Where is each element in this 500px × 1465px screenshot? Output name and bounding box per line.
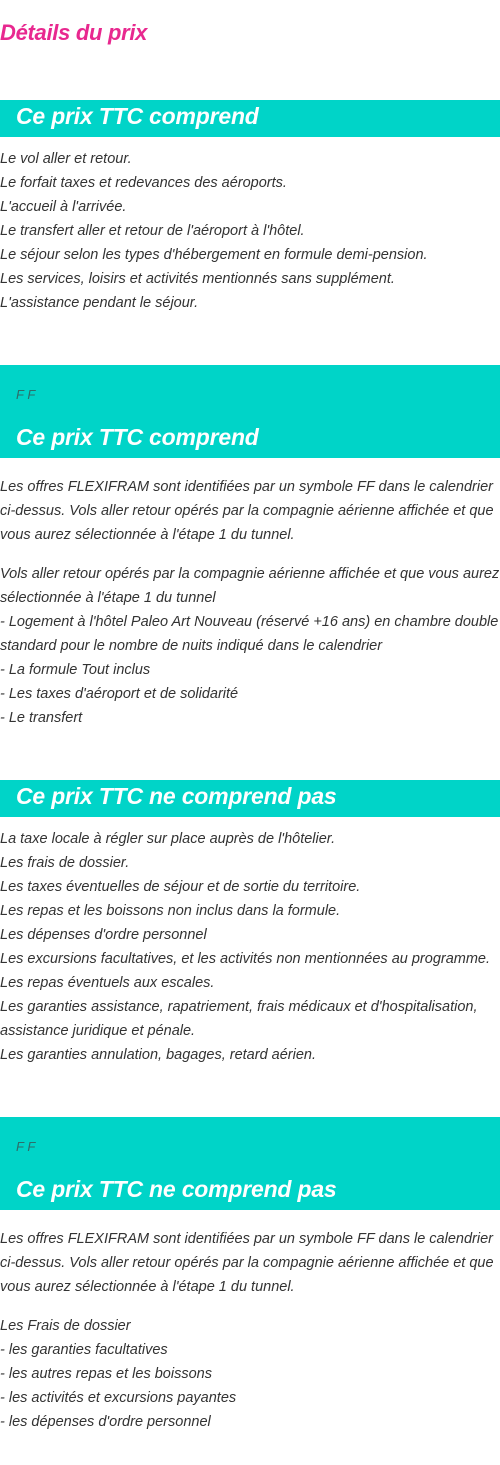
list-item: Les frais de dossier. (0, 855, 130, 871)
list-item: Les repas éventuels aux escales. (0, 975, 215, 991)
list-item: Les dépenses d'ordre personnel (0, 927, 207, 943)
excluded-list (0, 827, 500, 1067)
list-item: L'assistance pendant le séjour. (0, 295, 199, 311)
flexifram-intro: Les offres FLEXIFRAM sont identifiées par un symbole FF dans le calendrier ci-dessus. Vols aller retour opérés par la compagnie aérienne affichée et que vous aurez sélectionnée à l'étape 1 du tunnel. (0, 1231, 494, 1295)
included-list (0, 147, 500, 315)
list-item: - Logement à l'hôtel Paleo Art Nouveau (réservé +16 ans) en chambre double standard pour le nombre de nuits indiqué dans le calendrier (0, 614, 499, 654)
list-item: - les autres repas et les boissons (0, 1366, 212, 1382)
list-item: Les excursions facultatives, et les activités non mentionnées au programme. (0, 951, 491, 967)
list-item: Les Frais de dossier (0, 1318, 131, 1334)
list-item: La taxe locale à régler sur place auprès de l'hôtelier. (0, 831, 336, 847)
section-header-included (0, 100, 500, 137)
list-item: Les services, loisirs et activités mentionnés sans supplément. (0, 271, 395, 287)
flexifram-tag: F F (16, 1139, 36, 1154)
section-title: Ce prix TTC comprend (16, 424, 259, 450)
list-item: Les garanties annulation, bagages, retard aérien. (0, 1047, 316, 1063)
section-title: Ce prix TTC ne comprend pas (16, 1176, 337, 1202)
list-item: Vols aller retour opérés par la compagnie aérienne affichée et que vous aurez sélectionnée à l'étape 1 du tunnel (0, 566, 500, 606)
list-item: L'accueil à l'arrivée. (0, 199, 127, 215)
page-title: Détails du prix (0, 20, 148, 45)
list-item: Le séjour selon les types d'hébergement en formule demi-pension. (0, 247, 428, 263)
list-item: - les garanties facultatives (0, 1342, 168, 1358)
section-title: Ce prix TTC comprend (16, 103, 259, 129)
section-title: Ce prix TTC ne comprend pas (16, 783, 337, 809)
ff-excluded-list (0, 1314, 500, 1434)
list-item: - Les taxes d'aéroport et de solidarité (0, 686, 239, 702)
list-item: Les taxes éventuelles de séjour et de sortie du territoire. (0, 879, 361, 895)
list-item: Le vol aller et retour. (0, 151, 132, 167)
list-item: Le transfert aller et retour de l'aéroport à l'hôtel. (0, 223, 305, 239)
list-item: Le forfait taxes et redevances des aéroports. (0, 175, 287, 191)
list-item: Les repas et les boissons non inclus dans la formule. (0, 903, 341, 919)
section-header-excluded (0, 780, 500, 817)
section-header-ff-excluded (0, 1117, 500, 1210)
section-header-ff-included (0, 365, 500, 458)
flexifram-tag: F F (16, 387, 36, 402)
ff-included-list (0, 562, 500, 730)
list-item: Les garanties assistance, rapatriement, frais médicaux et d'hospitalisation, assistance juridique et pénale. (0, 999, 478, 1039)
list-item: - La formule Tout inclus (0, 662, 151, 678)
list-item: - Le transfert (0, 710, 83, 726)
list-item: - les dépenses d'ordre personnel (0, 1414, 211, 1430)
flexifram-intro: Les offres FLEXIFRAM sont identifiées par un symbole FF dans le calendrier ci-dessus. Vols aller retour opérés par la compagnie aérienne affichée et que vous aurez sélectionnée à l'étape 1 du tunnel. (0, 479, 494, 543)
list-item: - les activités et excursions payantes (0, 1390, 237, 1406)
